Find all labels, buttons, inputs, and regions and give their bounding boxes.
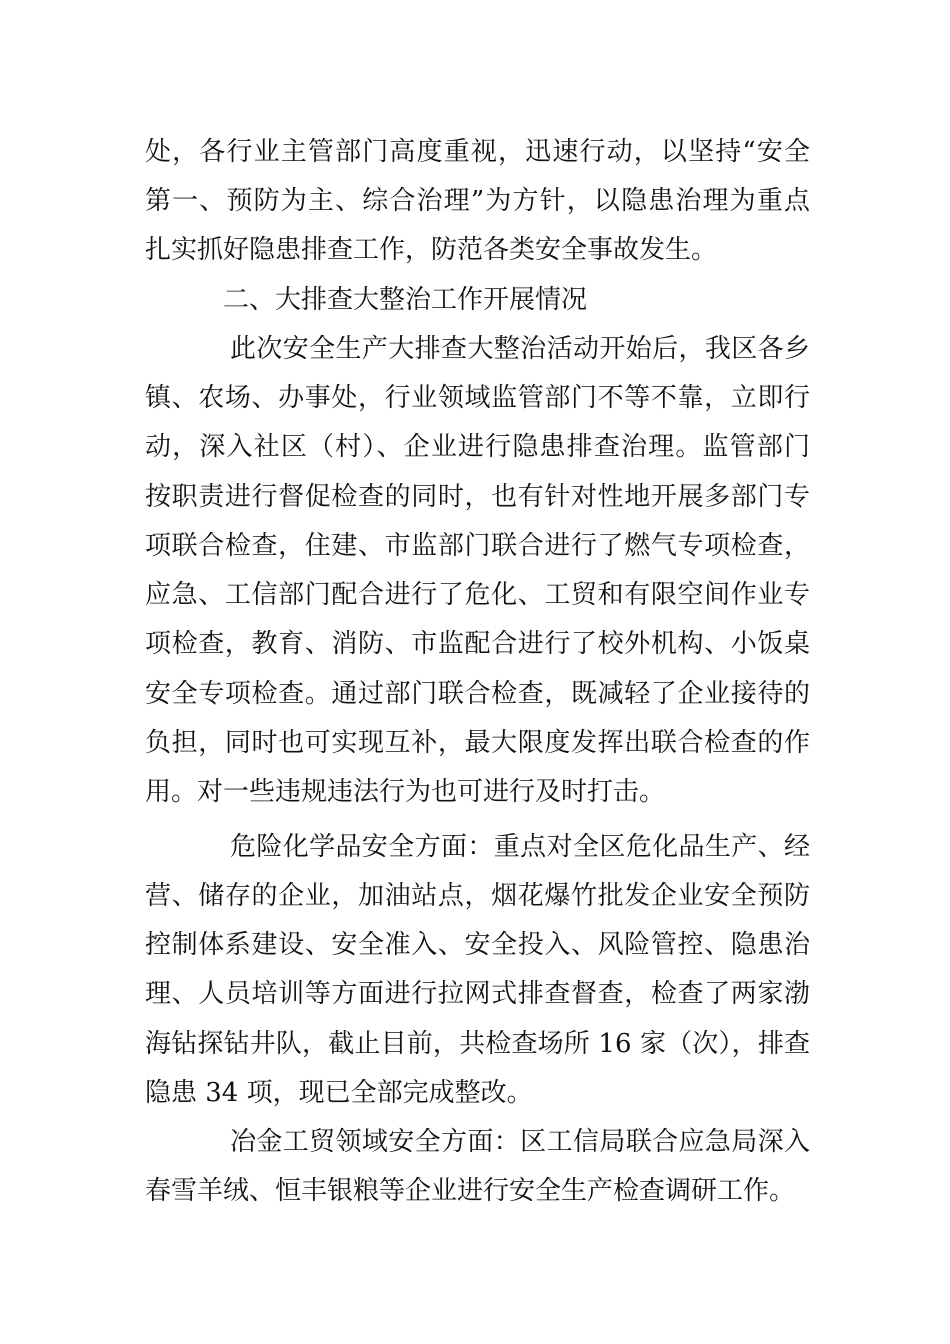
body-text-line: 海钻探钻井队，截止目前，共检查场所 16 家（次），排查 [145, 1029, 810, 1059]
body-text-line: 项检查，教育、消防、市监配合进行了校外机构、小饭桌 [145, 629, 810, 659]
body-text-line: 营、储存的企业，加油站点，烟花爆竹批发企业安全预防 [145, 881, 810, 911]
body-text-line: 隐患 34 项，现已全部完成整改。 [145, 1078, 533, 1108]
body-text-line: 春雪羊绒、恒丰银粮等企业进行安全生产检查调研工作。 [145, 1176, 796, 1206]
body-text-line: 控制体系建设、安全准入、安全投入、风险管控、隐患治 [145, 930, 810, 960]
body-text-line: 危险化学品安全方面：重点对全区危化品生产、经 [230, 832, 810, 862]
body-text-line: 此次安全生产大排查大整治活动开始后，我区各乡 [230, 334, 810, 364]
body-text-line: 动，深入社区（村）、企业进行隐患排查治理。监管部门 [145, 432, 810, 462]
body-text-line: 按职责进行督促检查的同时，也有针对性地开展多部门专 [145, 482, 810, 512]
body-text-line: 第一、预防为主、综合治理”为方针，以隐患治理为重点 [145, 186, 810, 216]
body-text-line: 扎实抓好隐患排查工作，防范各类安全事故发生。 [145, 235, 718, 265]
body-text-line: 负担，同时也可实现互补，最大限度发挥出联合检查的作 [145, 728, 810, 758]
section-heading: 二、大排查大整治工作开展情况 [223, 285, 588, 315]
body-text-line: 项联合检查，住建、市监部门联合进行了燃气专项检查， [145, 531, 810, 561]
body-text-line: 处，各行业主管部门高度重视，迅速行动，以坚持“安全 [145, 137, 810, 167]
body-text-line: 镇、农场、办事处，行业领域监管部门不等不靠，立即行 [145, 383, 810, 413]
body-text-line: 应急、工信部门配合进行了危化、工贸和有限空间作业专 [145, 580, 810, 610]
body-text-line: 冶金工贸领域安全方面：区工信局联合应急局深入 [230, 1127, 810, 1157]
body-text-line: 理、人员培训等方面进行拉网式排查督查，检查了两家渤 [145, 979, 810, 1009]
body-text-line: 用。对一些违规违法行为也可进行及时打击。 [145, 777, 666, 807]
body-text-line: 安全专项检查。通过部门联合检查，既减轻了企业接待的 [145, 679, 810, 709]
